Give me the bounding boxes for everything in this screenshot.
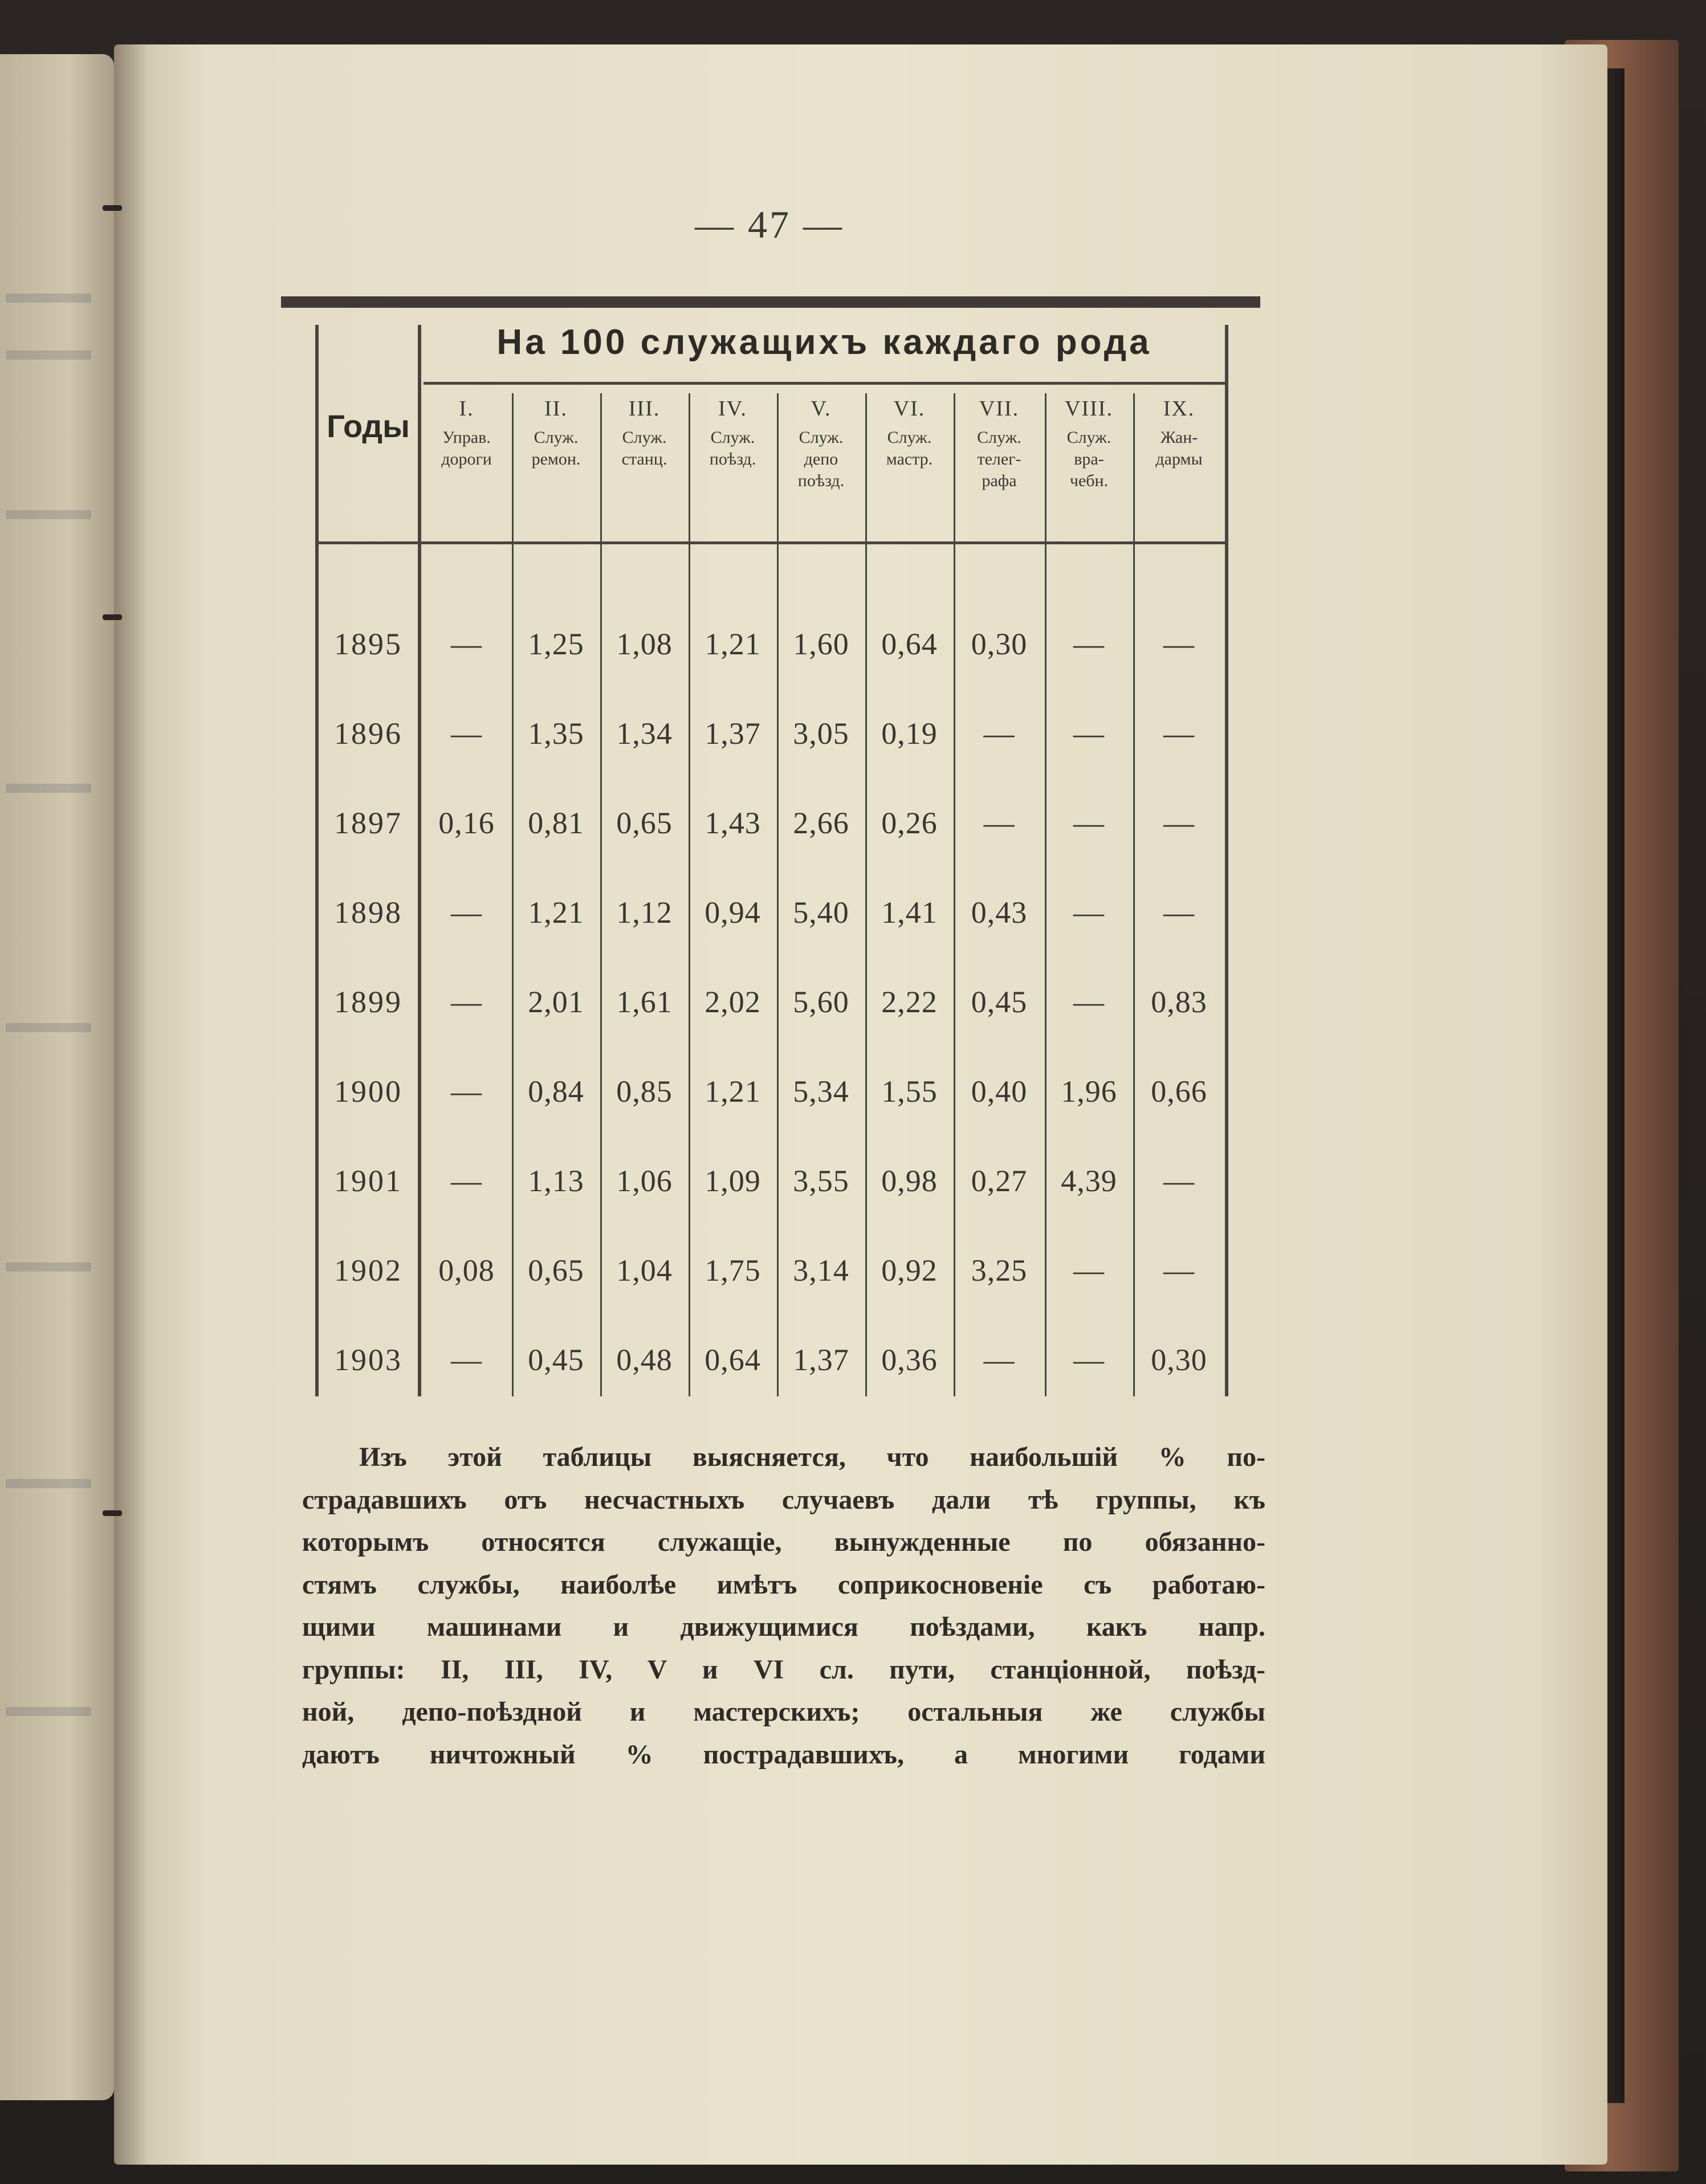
table-row xyxy=(281,1331,1260,1388)
column-description: депо xyxy=(804,450,838,468)
value-cell: — xyxy=(451,1074,482,1109)
value-cell: 1,55 xyxy=(881,1074,938,1109)
value-cell: 3,25 xyxy=(971,1253,1028,1287)
value-cell: — xyxy=(451,895,482,930)
paragraph-line: которымъ относятся служащіе, вынужденные по обязанно- xyxy=(302,1527,1265,1557)
year-cell: 1902 xyxy=(334,1253,402,1287)
value-cell: 0,27 xyxy=(971,1164,1028,1198)
table-row xyxy=(281,1063,1260,1120)
column-description: ремон. xyxy=(531,450,581,468)
year-cell: 1898 xyxy=(334,895,402,930)
column-number: IX. xyxy=(1163,397,1195,421)
column-description: поѣзд. xyxy=(709,450,756,468)
paragraph-line: страдавшихъ отъ несчастныхъ случаевъ дали тѣ группы, къ xyxy=(302,1484,1265,1515)
value-cell: 0,30 xyxy=(971,627,1028,661)
binding-stitch xyxy=(103,205,122,211)
column-description: вра- xyxy=(1074,450,1104,468)
column-description: Служ. xyxy=(622,428,667,447)
value-cell: 2,01 xyxy=(528,985,584,1019)
value-cell: 2,02 xyxy=(705,985,761,1019)
column-description: мастр. xyxy=(886,450,933,468)
table-top-rule xyxy=(281,296,1260,308)
column-number: VI. xyxy=(893,397,926,421)
value-cell: 1,06 xyxy=(616,1164,673,1198)
year-cell: 1897 xyxy=(334,806,402,840)
value-cell: 1,08 xyxy=(616,627,673,661)
value-cell: 2,22 xyxy=(881,985,938,1019)
value-cell: — xyxy=(451,716,482,751)
table-divider xyxy=(418,325,421,1396)
paragraph-line: ной, депо-поѣздной и мастерскихъ; остальныя же службы xyxy=(302,1697,1265,1727)
column-header xyxy=(954,396,1045,492)
value-cell: 1,21 xyxy=(705,1074,761,1109)
value-cell: 0,43 xyxy=(971,895,1028,930)
value-cell: 1,43 xyxy=(705,806,761,840)
binding-stitch xyxy=(103,614,122,620)
value-cell: 0,08 xyxy=(438,1253,495,1287)
value-cell: 0,85 xyxy=(616,1074,673,1109)
column-header xyxy=(1133,396,1225,470)
value-cell: — xyxy=(1073,985,1105,1019)
column-header xyxy=(421,396,512,470)
facing-page xyxy=(0,54,114,2100)
value-cell: 0,65 xyxy=(528,1253,584,1287)
paragraph-line: Изъ этой таблицы выясняется, что наибольшій % по- xyxy=(359,1442,1265,1472)
value-cell: 4,39 xyxy=(1061,1164,1117,1198)
value-cell: 1,37 xyxy=(793,1343,849,1377)
value-cell: 5,34 xyxy=(793,1074,849,1109)
value-cell: 0,30 xyxy=(1151,1343,1207,1377)
value-cell: — xyxy=(983,806,1015,840)
column-number: II. xyxy=(544,397,568,421)
column-number: I. xyxy=(459,397,474,421)
value-cell: — xyxy=(1073,1253,1105,1287)
column-description: Служ. xyxy=(534,428,579,447)
table-row xyxy=(281,705,1260,762)
column-description: Служ. xyxy=(887,428,932,447)
year-cell: 1895 xyxy=(334,627,402,661)
value-cell: 0,66 xyxy=(1151,1074,1207,1109)
value-cell: 1,41 xyxy=(881,895,938,930)
value-cell: 1,34 xyxy=(616,716,673,751)
table-row xyxy=(281,794,1260,851)
column-description: станц. xyxy=(621,450,667,468)
value-cell: — xyxy=(1073,627,1105,661)
column-description: поѣзд. xyxy=(797,471,845,490)
column-header xyxy=(689,396,777,470)
value-cell: 0,19 xyxy=(881,716,938,751)
value-cell: — xyxy=(1073,1343,1105,1377)
value-cell: 0,45 xyxy=(971,985,1028,1019)
table-border-left xyxy=(315,325,319,1396)
year-cell: 1901 xyxy=(334,1164,402,1198)
value-cell: 1,25 xyxy=(528,627,584,661)
paragraph-line: даютъ ничтожный % пострадавшихъ, а многими годами xyxy=(302,1739,1265,1770)
table-span-title: На 100 служащихъ каждаго рода xyxy=(496,323,1152,362)
column-description: телег- xyxy=(977,450,1021,468)
table-row xyxy=(281,616,1260,673)
value-cell: — xyxy=(451,985,482,1019)
column-description: Служ. xyxy=(977,428,1021,447)
value-cell: 0,45 xyxy=(528,1343,584,1377)
body-paragraph xyxy=(302,1436,1265,1776)
value-cell: — xyxy=(1073,895,1105,930)
value-cell: 0,94 xyxy=(705,895,761,930)
value-cell: 0,92 xyxy=(881,1253,938,1287)
column-number: III. xyxy=(628,397,661,421)
paragraph-line: стямъ службы, наиболѣе имѣтъ соприкосновеніе съ работаю- xyxy=(302,1569,1265,1600)
value-cell: — xyxy=(1163,806,1195,840)
column-number: V. xyxy=(811,397,832,421)
value-cell: 1,35 xyxy=(528,716,584,751)
value-cell: 0,83 xyxy=(1151,985,1207,1019)
year-cell: 1900 xyxy=(334,1074,402,1109)
column-description: Служ. xyxy=(799,428,844,447)
value-cell: 0,81 xyxy=(528,806,584,840)
column-header xyxy=(600,396,689,470)
value-cell: 5,40 xyxy=(793,895,849,930)
value-cell: 1,61 xyxy=(616,985,673,1019)
table-row xyxy=(281,973,1260,1030)
table-row xyxy=(281,1242,1260,1299)
column-description: Жан- xyxy=(1160,428,1198,447)
column-description: рафа xyxy=(982,471,1017,490)
statistics-table xyxy=(281,296,1260,1379)
column-description: дармы xyxy=(1155,450,1203,468)
year-cell: 1899 xyxy=(334,985,402,1019)
value-cell: 0,40 xyxy=(971,1074,1028,1109)
value-cell: — xyxy=(451,1343,482,1377)
value-cell: 1,21 xyxy=(528,895,584,930)
column-header xyxy=(512,396,600,470)
value-cell: 0,64 xyxy=(705,1343,761,1377)
column-description: Служ. xyxy=(1066,428,1111,447)
value-cell: 0,84 xyxy=(528,1074,584,1109)
table-border-right xyxy=(1225,325,1228,1396)
page-gutter xyxy=(114,44,148,2165)
value-cell: 0,26 xyxy=(881,806,938,840)
binding-stitch xyxy=(103,1510,122,1516)
value-cell: 3,14 xyxy=(793,1253,849,1287)
value-cell: 1,60 xyxy=(793,627,849,661)
column-header xyxy=(777,396,865,492)
table-row xyxy=(281,1152,1260,1209)
value-cell: — xyxy=(1163,1164,1195,1198)
column-number: IV. xyxy=(718,397,747,421)
value-cell: 1,13 xyxy=(528,1164,584,1198)
column-header xyxy=(865,396,954,470)
year-cell: 1896 xyxy=(334,716,402,751)
column-description: Служ. xyxy=(710,428,755,447)
column-description: Управ. xyxy=(442,428,491,447)
page-number: — 47 — xyxy=(695,203,844,246)
column-number: VIII. xyxy=(1065,397,1113,421)
value-cell: — xyxy=(451,627,482,661)
value-cell: — xyxy=(1163,627,1195,661)
value-cell: 0,98 xyxy=(881,1164,938,1198)
column-description: дороги xyxy=(441,450,492,468)
table-row xyxy=(281,884,1260,941)
value-cell: 0,48 xyxy=(616,1343,673,1377)
value-cell: — xyxy=(1163,1253,1195,1287)
column-number: VII. xyxy=(979,397,1020,421)
value-cell: 1,04 xyxy=(616,1253,673,1287)
value-cell: 0,36 xyxy=(881,1343,938,1377)
value-cell: 2,66 xyxy=(793,806,849,840)
header-rule xyxy=(424,382,1225,385)
value-cell: — xyxy=(1073,716,1105,751)
value-cell: 3,05 xyxy=(793,716,849,751)
value-cell: 1,75 xyxy=(705,1253,761,1287)
value-cell: — xyxy=(1073,806,1105,840)
value-cell: — xyxy=(451,1164,482,1198)
value-cell: 1,12 xyxy=(616,895,673,930)
years-header: Годы xyxy=(327,408,410,444)
value-cell: 0,65 xyxy=(616,806,673,840)
value-cell: — xyxy=(1163,895,1195,930)
paragraph-line: щими машинами и движущимися поѣздами, какъ напр. xyxy=(302,1612,1265,1642)
value-cell: — xyxy=(1163,716,1195,751)
value-cell: 0,16 xyxy=(438,806,495,840)
year-cell: 1903 xyxy=(334,1343,402,1377)
column-header xyxy=(1045,396,1133,492)
value-cell: 3,55 xyxy=(793,1164,849,1198)
column-description: чебн. xyxy=(1069,471,1109,490)
header-bottom-rule xyxy=(315,541,1227,544)
value-cell: 1,37 xyxy=(705,716,761,751)
value-cell: — xyxy=(983,716,1015,751)
value-cell: 1,09 xyxy=(705,1164,761,1198)
value-cell: 0,64 xyxy=(881,627,938,661)
paragraph-line: группы: II, III, IV, V и VI сл. пути, станціонной, поѣзд- xyxy=(302,1654,1265,1685)
value-cell: 5,60 xyxy=(793,985,849,1019)
value-cell: 1,21 xyxy=(705,627,761,661)
value-cell: — xyxy=(983,1343,1015,1377)
value-cell: 1,96 xyxy=(1061,1074,1117,1109)
